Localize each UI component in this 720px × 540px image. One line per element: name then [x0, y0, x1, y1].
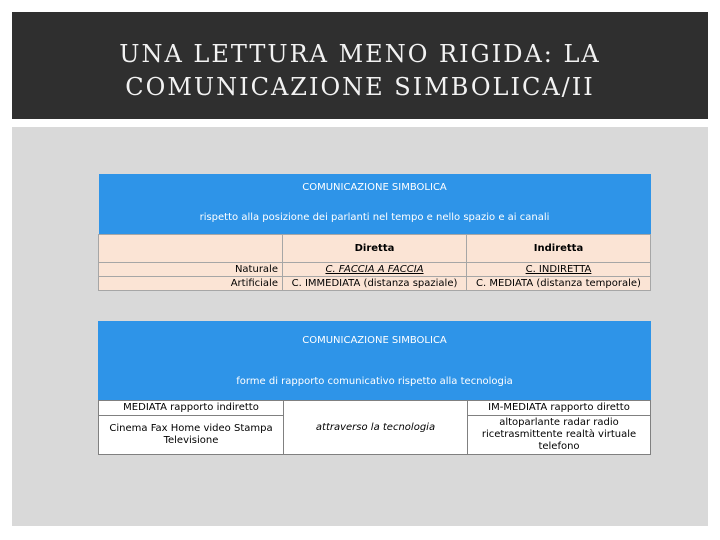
title-bar	[12, 12, 708, 119]
table-row	[99, 277, 651, 291]
table-position	[98, 174, 651, 291]
table-row	[99, 263, 651, 277]
col-header-indiretta: Indiretta	[467, 235, 651, 263]
row-label: Artificiale	[99, 277, 283, 291]
col-header-diretta: Diretta	[283, 235, 467, 263]
mediata-examples: Cinema Fax Home video Stampa Televisione	[99, 416, 284, 455]
table-row	[99, 401, 651, 416]
immediata-examples: altoparlante radar radio ricetrasmittente realtà virtuale telefono	[468, 416, 651, 455]
table-technology	[98, 400, 651, 455]
table2-heading: COMUNICAZIONE SIMBOLICA	[302, 335, 447, 346]
table1-corner	[99, 235, 283, 263]
slide-title-line1: UNA LETTURA MENO RIGIDA: LA	[119, 40, 601, 68]
slide-title-line2: COMUNICAZIONE SIMBOLICA/II	[125, 73, 595, 101]
table2-blue-header	[98, 321, 651, 400]
cell-artificiale-diretta: C. IMMEDIATA (distanza spaziale)	[283, 277, 467, 291]
tech-middle: attraverso la tecnologia	[284, 401, 468, 455]
table2-subheading: forme di rapporto comunicativo rispetto alla tecnologia	[236, 376, 513, 387]
table1-header-row	[99, 235, 651, 263]
table1-subheading: rispetto alla posizione dei parlanti nel tempo e nello spazio e ai canali	[99, 200, 651, 235]
mediata-header: MEDIATA rapporto indiretto	[99, 401, 284, 416]
immediata-header: IM-MEDIATA rapporto diretto	[468, 401, 651, 416]
table1-heading: COMUNICAZIONE SIMBOLICA	[99, 174, 651, 200]
cell-naturale-indiretta: C. INDIRETTA	[467, 263, 651, 277]
slide-title	[12, 38, 708, 104]
cell-artificiale-indiretta: C. MEDIATA (distanza temporale)	[467, 277, 651, 291]
row-label: Naturale	[99, 263, 283, 277]
cell-naturale-diretta: C. FACCIA A FACCIA	[283, 263, 467, 277]
